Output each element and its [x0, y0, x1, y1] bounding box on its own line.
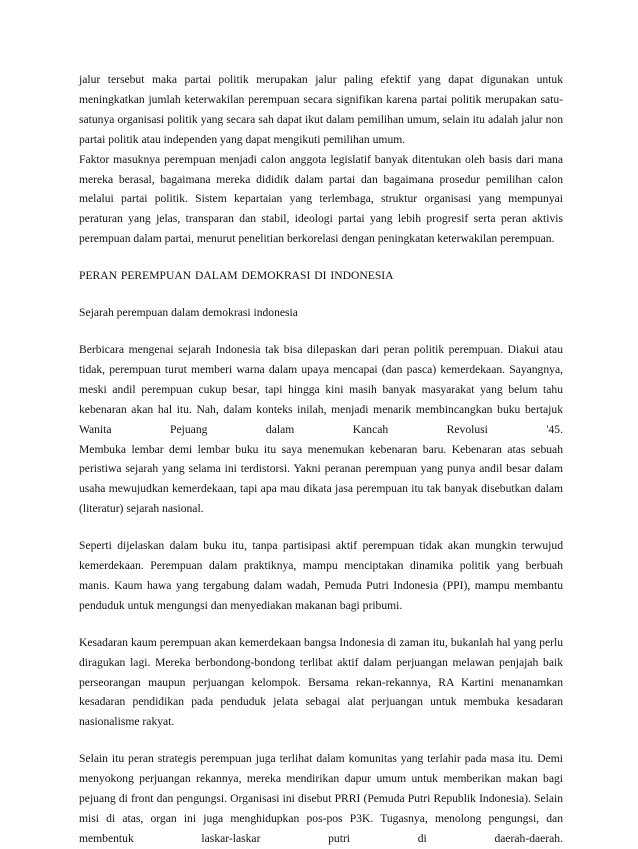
spacer — [79, 616, 563, 633]
spacer — [79, 286, 563, 303]
spacer — [79, 519, 563, 536]
paragraph-candidate-factors: Faktor masuknya perempuan menjadi calon anggota legislatif banyak ditentukan oleh basis dari mana mereka berasal, bagaimana mereka dididik dalam partai dan bagaimana prosedur pemilihan calon melalui partai politik. Sistem kepartaian yang terlembaga, struktur organisasi yang mempunyai peraturan yang jelas, transparan dan stabil, ideologi partai yang lebih progresif serta peran aktivis perempuan dalam partai, menurut penelitian berkorelasi dengan peningkatan keterwakilan perempuan. — [79, 152, 563, 246]
paragraph-awareness: Kesadaran kaum perempuan akan kemerdekaan bangsa Indonesia di zaman itu, bukanlah hal yang perlu diragukan lagi. Mereka berbondong-bondong terlibat aktif dalam perjuangan melawan penjajah baik perseorangan maupun perjuangan kelompok. Bersama rekan-rekannya, RA Kartini menanamkan kesadaran pendidikan pada penduduk jelata sebagai alat perjuangan untuk membuka kesadaran nasionalisme rakyat. — [79, 635, 563, 729]
document-page — [79, 70, 563, 849]
spacer — [79, 249, 563, 266]
paragraph-strategic-role: Selain itu peran strategis perempuan juga terlihat dalam komunitas yang terlahir pada masa itu. Demi menyokong perjuangan rekannya, mereka mendirikan dapur umum untuk memberikan makan bagi pejuang di front dan pengungsi. Organisasi ini disebut PRRI (Pemuda Putri Republik Indonesia). Selain misi di atas, organ ini juga menghidupkan pos-pos P3K. Tugasnya, menolong pengungsi, dan membentuk laskar-laskar putri di daerah-daerah. — [79, 752, 563, 845]
paragraph-history-intro: Berbicara mengenai sejarah Indonesia tak bisa dilepaskan dari peran politik perempuan. Diakui atau tidak, perempuan turut memberi warna dalam upaya mencapai (dan pasca) kemerdekaan. Sayangnya, meski andil perempuan cukup besar, tapi hingga kini masih banyak masyarakat yang belum tahu kebenaran akan hal itu. Nah, dalam konteks inilah, menjadi menarik membincangkan buku bertajuk Wanita Pejuang dalam Kancah Revolusi '45. — [79, 342, 563, 436]
paragraph-book-discovery: Membuka lembar demi lembar buku itu saya menemukan kebenaran baru. Kebenaran atas sebuah peristiwa sejarah yang selama ini terdistorsi. Yakni peranan perempuan yang punya andil besar dalam usaha mewujudkan kemerdekaan, tapi apa mau dikata jasa perempuan itu tak banyak disebutkan dalam (literatur) sejarah nasional. — [79, 442, 563, 516]
paragraph-participation: Seperti dijelaskan dalam buku itu, tanpa partisipasi aktif perempuan tidak akan mungkin terwujud kemerdekaan. Perempuan dalam praktiknya, mampu menciptakan dinamika politik yang berbuah manis. Kaum hawa yang tergabung dalam wadah, Pemuda Putri Indonesia (PPI), mampu membantu penduduk untuk mengungsi dan menyediakan makanan bagi pribumi. — [79, 539, 563, 612]
section-subheading: Sejarah perempuan dalam demokrasi indonesia — [79, 306, 298, 320]
spacer — [79, 732, 563, 749]
spacer — [79, 323, 563, 340]
paragraph-party-path: jalur tersebut maka partai politik merupakan jalur paling efektif yang dapat digunakan untuk meningkatkan jumlah keterwakilan perempuan secara signifikan karena partai politik merupakan satu-satunya organisasi politik yang secara sah dapat ikut dalam pemilihan umum, selain itu adalah jalur non partai politik atau independen yang dapat mengikuti pemilihan umum. — [79, 73, 563, 146]
section-heading: PERAN PEREMPUAN DALAM DEMOKRASI DI INDONESIA — [79, 269, 394, 283]
